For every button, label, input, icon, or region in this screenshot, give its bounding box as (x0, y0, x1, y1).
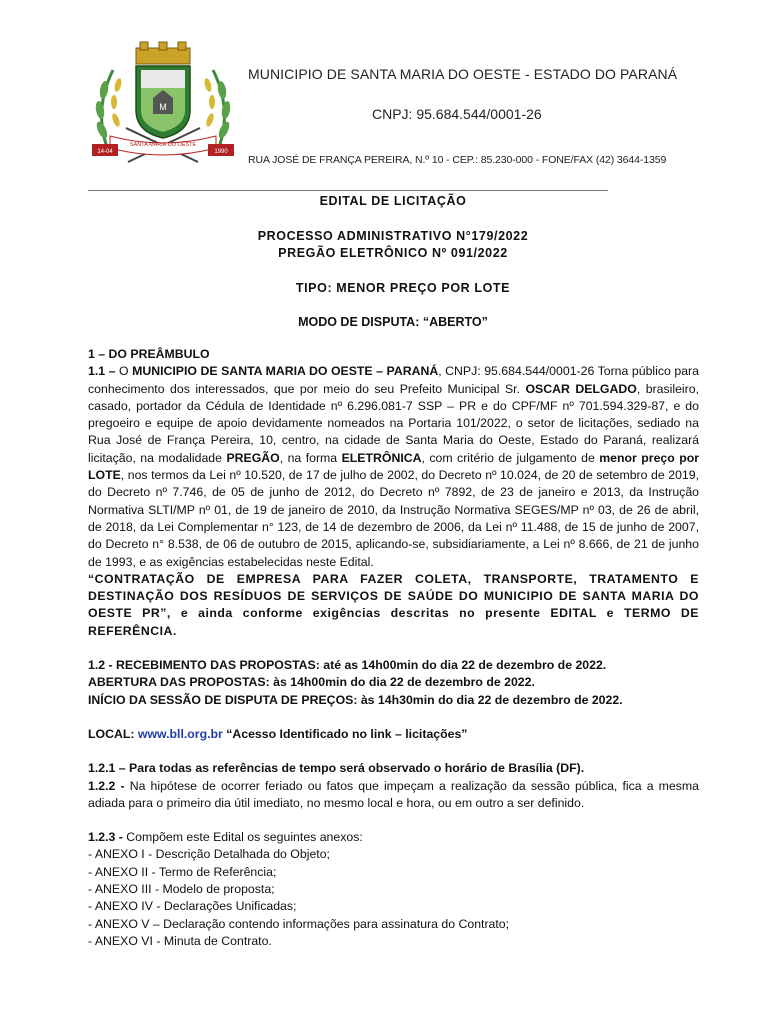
header-divider (88, 190, 608, 191)
bll-link[interactable]: www.bll.org.br (137, 726, 223, 741)
text-run: , nos termos da Lei nº 10.520, de 17 de julho de 2002, do Decreto nº 10.024, de 20 de setembro de 2019, do Decreto nº 7.746, de 05 de junho de 2012, do Decreto nº 7892, de 23 de janeiro e 2013, da Instrução Normativa SLTI/MP nº 01, de 19 de janeiro de 2010, da Instrução Normativa SEGES/MP nº 03, de 26 de abril, de 2018, da Lei Complementar n° 123, de 14 de dezembro de 2006, da Lei nº 11.488, de 15 de junho de 2007, do Decreto n° 8.538, de 06 de outubro de 2015, aplicando-se, subsidiariamente, a Lei nº 8.666, de 21 de junho de 1993, e as exigências estabelecidas neste Edital. (88, 468, 699, 569)
crest-year-left: 14-04 (97, 149, 113, 155)
annex-item: - ANEXO VI - Minuta de Contrato. (88, 933, 272, 948)
paragraph-1-1 (88, 363, 699, 571)
mayor-name: OSCAR DELGADO (525, 381, 637, 396)
paragraph-number: 1.1 – (88, 364, 119, 379)
paragraph-number: 1.2.2 - (88, 778, 130, 793)
modo-title: MODO DE DISPUTA: “ABERTO” (298, 315, 488, 329)
criterion: menor preço por LOTE (88, 450, 700, 483)
annex-item: - ANEXO V – Declaração contendo informações para assinatura do Contrato; (88, 916, 510, 931)
section-heading: 1 – DO PREÂMBULO (88, 347, 210, 361)
paragraph-1-2-1: 1.2.1 – Para todas as referências de tempo será observado o horário de Brasília (DF). (88, 761, 585, 776)
object-description: “CONTRATAÇÃO DE EMPRESA PARA FAZER COLETA, TRANSPORTE, TRATAMENTO E DESTINAÇÃO DOS RESÍDUOS DE SERVIÇOS DE SAÚDE DO MUNICIPIO DE SANTA MARIA DO OESTE PR”, e ainda conforme exigências descritas no presente EDITAL e TERMO DE REFERÊNCIA. (88, 571, 699, 638)
processo-title: PROCESSO ADMINISTRATIVO N°179/2022 (257, 229, 529, 243)
dates-inicio: INÍCIO DA SESSÃO DE DISPUTA DE PREÇOS: às 14h30min do dia 22 de dezembro de 2022. (88, 692, 623, 707)
municipal-crest-icon (88, 40, 238, 170)
text-run: , na forma (279, 450, 342, 465)
crest-year-right: 1990 (214, 149, 228, 155)
text-run: , com critério de julgamento de (421, 450, 600, 465)
edital-body (88, 346, 699, 950)
paragraph-number: 1.2.3 - (88, 830, 127, 845)
annex-item: - ANEXO IV - Declarações Unificadas; (88, 899, 297, 914)
text-run: , CNPJ: 95.684.544/0001-26 Torna público para conhecimento dos interessados, que por meio do seu Prefeito Municipal Sr. (88, 364, 699, 396)
pregao-title: PREGÃO ELETRÔNICO Nº 091/2022 (278, 246, 508, 260)
crest-banner-text: SANTA MARIA DO OESTE (129, 142, 197, 148)
text-run: O (118, 364, 133, 379)
municipality-name: MUNICIPIO DE SANTA MARIA DO OESTE – PARANÁ (132, 364, 439, 379)
paragraph-1-2-3 (88, 829, 699, 846)
annex-item: - ANEXO III - Modelo de proposta; (88, 882, 275, 897)
text-run: Compõem este Edital os seguintes anexos: (126, 830, 363, 845)
letterhead (88, 40, 688, 180)
crest-letter: M (159, 102, 167, 112)
dates-abertura: ABERTURA DAS PROPOSTAS: às 14h00min do dia 22 de dezembro de 2022. (88, 675, 535, 690)
text-run: , brasileiro, casado, portador da Cédula de Identidade nº 6.296.081-7 SSP – PR e do CPF/MF nº 701.594.329-87, e do pregoeiro e equipe de apoio devidamente nomeados na Portaria 101/2022, o setor de licitações, sediado na Rua José de França Pereira, 10, centro, na cidade de Santa Maria do Oeste, Estado do Paraná, realizará licitação, na modalidade (88, 381, 700, 465)
text-run: Na hipótese de ocorrer feriado ou fatos que impeçam a realização da sessão pública, fica a mesma adiada para o primeiro dia útil imediato, no mesmo local e hora, ou em outro a ser definido. (88, 778, 699, 810)
dates-recebimento: 1.2 - RECEBIMENTO DAS PROPOSTAS: até as 14h00min do dia 22 de dezembro de 2022. (88, 658, 607, 673)
edital-title: EDITAL DE LICITAÇÃO (319, 194, 467, 208)
annex-item: - ANEXO II - Termo de Referência; (88, 864, 277, 879)
municipality-address: RUA JOSÉ DE FRANÇA PEREIRA, N.º 10 - CEP.: 85.230-000 - FONE/FAX (42) 3644-1359 (248, 154, 667, 166)
form: ELETRÔNICA (341, 450, 422, 465)
municipality-title: MUNICIPIO DE SANTA MARIA DO OESTE - ESTADO DO PARANÁ (248, 66, 678, 82)
local-label: LOCAL: (88, 726, 138, 741)
paragraph-1-2-2 (88, 778, 699, 813)
local-line (88, 726, 699, 743)
annex-item: - ANEXO I - Descrição Detalhada do Objeto; (88, 847, 330, 862)
modality: PREGÃO (226, 450, 280, 465)
municipality-cnpj: CNPJ: 95.684.544/0001-26 (372, 106, 542, 122)
tipo-title: TIPO: MENOR PREÇO POR LOTE (295, 281, 511, 295)
local-text: “Acesso Identificado no link – licitações” (222, 726, 468, 741)
